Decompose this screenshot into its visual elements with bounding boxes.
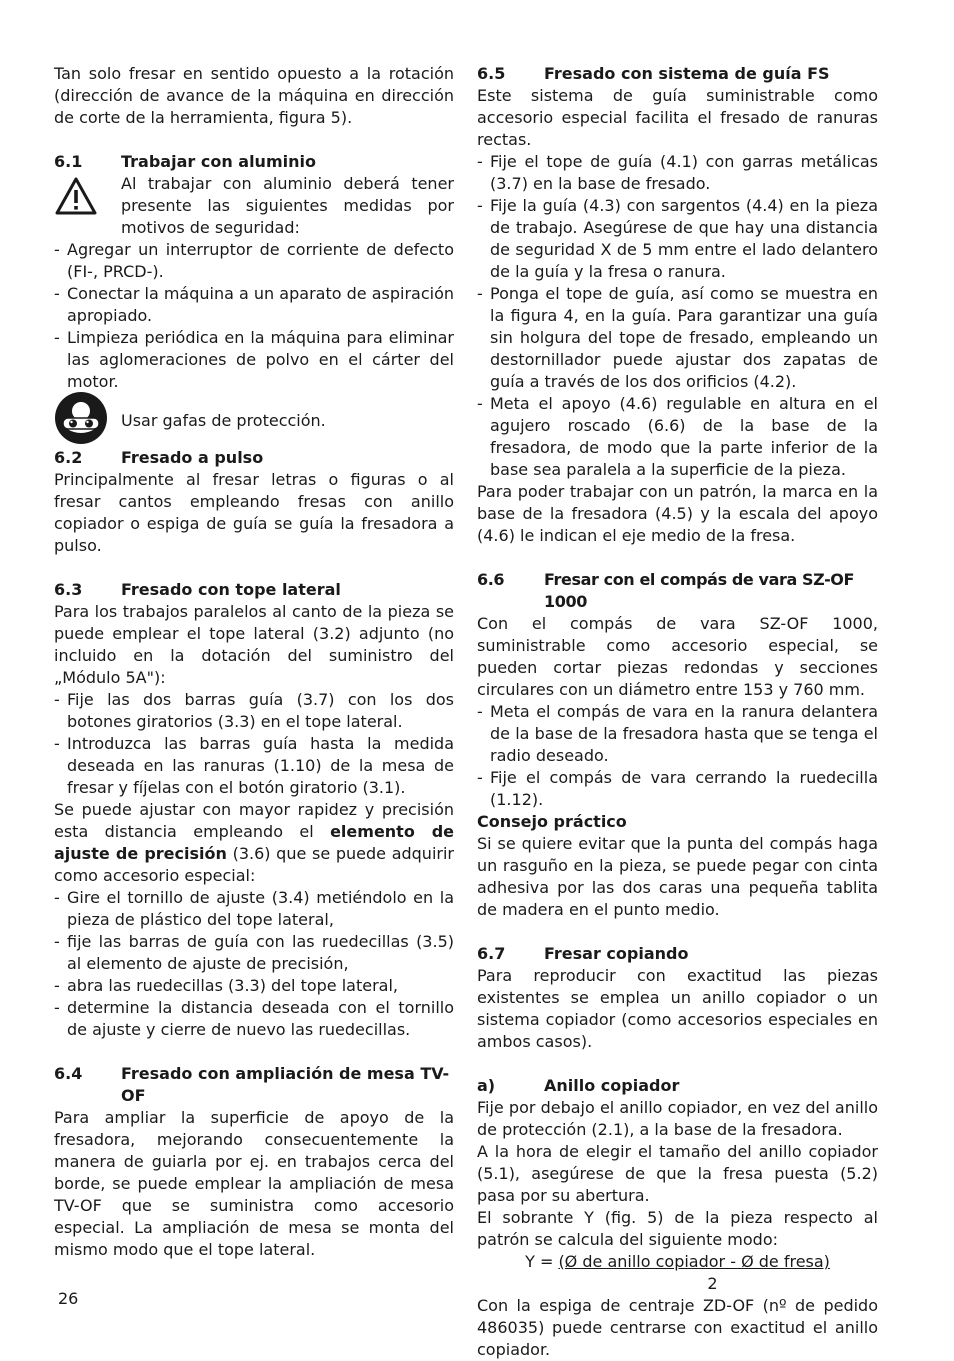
goggles-block [54,395,454,447]
section-number: 6.1 [54,152,83,171]
section-number: 6.4 [54,1064,83,1083]
fine-adjust-term: elemento de ajuste de precisión [54,822,454,863]
section-6-7-heading [477,943,878,965]
section-a-heading [477,1075,878,1097]
section-6-7-text: Para reproducir con exactitud las piezas existentes se emplea un anillo copiador o un sistema copiador (como accesorios especiales en ambos casos). [477,966,878,1051]
section-6-4-text: Para ampliar la superficie de apoyo de la fresadora, mejorando consecuentemente la manera de guiarla por ej. en trabajos cerca del borde, se puede emplear la ampliación de mesa TV-OF que se suministra como accesorio especial. La ampliación de mesa se monta del mismo modo que el tope lateral. [54,1108,454,1259]
section-6-4-heading [54,1063,454,1107]
list-item: - Fije el compás de vara cerrando la ruedecilla (1.12). [477,767,878,811]
list-item: - Gire el tornillo de ajuste (3.4) metiéndolo en la pieza de plástico del tope lateral, [54,887,454,931]
formula-lhs: Y = [525,1252,559,1271]
section-number: 6.3 [54,580,83,599]
right-column [477,63,878,1361]
formula-denominator: 2 [707,1274,718,1293]
list-item: - Fije el tope de guía (4.1) con garras metálicas (3.7) en la base de fresado. [477,151,878,195]
guide-system-steps-list [477,151,878,481]
section-number: a) [477,1076,496,1095]
aluminium-measures-list [54,239,454,393]
section-title: Fresado con sistema de guía FS [544,64,830,83]
section-number: 6.5 [477,64,506,83]
list-item: - Fije la guía (4.3) con sargentos (4.4) en la pieza de trabajo. Asegúrese de que hay una distancia de seguridad X de 5 mm entre el lado delantero de la guía y la fresa o ranura. [477,195,878,283]
overhang-formula [477,1251,878,1273]
list-item: - Agregar un interruptor de corriente de defecto (FI-, PRCD-). [54,239,454,283]
section-title: Fresado con tope lateral [121,580,341,599]
copy-ring-paragraph-2: A la hora de elegir el tamaño del anillo copiador (5.1), asegúrese de que la fresa puesta (5.2) pasa por su abertura. [477,1142,878,1205]
section-number: 6.2 [54,448,83,467]
section-6-6-heading [477,569,878,613]
section-title: Fresado a pulso [121,448,264,467]
goggles-text: Usar gafas de protección. [121,411,326,430]
section-6-3-heading [54,579,454,601]
formula-numerator: (Ø de anillo copiador - Ø de fresa) [558,1252,830,1271]
tip-text: Si se quiere evitar que la punta del compás haga un rasguño en la pieza, se puede pegar con cinta adhesiva por las dos caras una pequeña tablita de madera en el punto medio. [477,834,878,919]
section-6-2-text: Principalmente al fresar letras o figuras o al fresar cantos empleando fresas con anillo copiador o espiga de guía se guía la fresadora a pulso. [54,470,454,555]
page-number: 26 [58,1289,79,1308]
side-stop-steps-list [54,689,454,799]
list-item: - determine la distancia deseada con el tornillo de ajuste y cierre de nuevo las ruedecillas. [54,997,454,1041]
trammel-steps-list [477,701,878,811]
section-6-3-text: Para los trabajos paralelos al canto de la pieza se puede emplear el tope lateral (3.2) adjunto (no incluido en la dotación del suministro del „Módulo 5A"): [54,602,454,687]
section-6-2-heading [54,447,454,469]
copy-ring-paragraph-4: Con la espiga de centraje ZD-OF (nº de pedido 486035) puede centrarse con exactitud el anillo copiador. [477,1296,878,1359]
section-title: Fresar con el compás de vara SZ-OF 1000 [544,570,855,611]
left-column [54,63,454,1261]
section-6-5-text2: Para poder trabajar con un patrón, la marca en la base de la fresadora (4.5) y la escala del apoyo (4.6) le indican el eje medio de la fresa. [477,482,878,545]
list-item: - fije las barras de guía con las ruedecillas (3.5) al elemento de ajuste de precisión, [54,931,454,975]
copy-ring-paragraph-1: Fije por debajo el anillo copiador, en vez del anillo de protección (2.1), a la base de la fresadora. [477,1098,878,1139]
intro-paragraph: Tan solo fresar en sentido opuesto a la rotación (dirección de avance de la máquina en dirección de corte de la herramienta, figura 5). [54,64,454,127]
list-item: - Introduzca las barras guía hasta la medida deseada en las ranuras (1.10) de la mesa de fresar y fíjelas con el botón giratorio (3.1). [54,733,454,799]
section-title: Trabajar con aluminio [121,152,316,171]
list-item: - Ponga el tope de guía, así como se muestra en la figura 4, en la guía. Para garantizar una guía sin holgura del tope de fresado, empleando un destornillador puede ajustar dos zapatas de guía a través de los dos orificios (4.2). [477,283,878,393]
section-title: Fresar copiando [544,944,689,963]
section-6-1-heading [54,151,454,173]
section-title: Anillo copiador [544,1076,680,1095]
tip-title: Consejo práctico [477,812,627,831]
fine-adjust-steps-list [54,887,454,1041]
list-item: - Conectar la máquina a un aparato de aspiración apropiado. [54,283,454,327]
list-item: - abra las ruedecillas (3.3) del tope lateral, [54,975,454,997]
section-number: 6.7 [477,944,506,963]
copy-ring-paragraph-3: El sobrante Y (fig. 5) de la pieza respecto al patrón se calcula del siguiente modo: [477,1208,878,1249]
list-item: - Meta el compás de vara en la ranura delantera de la base de la fresadora hasta que se tenga el radio deseado. [477,701,878,767]
warning-triangle-icon [54,176,98,216]
safety-goggles-icon [54,391,108,445]
section-6-5-text: Este sistema de guía suministrable como accesorio especial facilita el fresado de ranuras rectas. [477,86,878,149]
warning-text: Al trabajar con aluminio deberá tener presente las siguientes medidas por motivos de seguridad: [121,174,454,237]
section-6-6-text: Con el compás de vara SZ-OF 1000, suministrable como accesorio especial, se pueden cortar piezas redondas y secciones circulares con un diámetro entre 153 y 760 mm. [477,614,878,699]
section-title: Fresado con ampliación de mesa TV-OF [121,1064,450,1105]
list-item: - Limpieza periódica en la máquina para eliminar las aglomeraciones de polvo en el cárter del motor. [54,327,454,393]
warning-block [54,173,454,239]
list-item: - Meta el apoyo (4.6) regulable en altura en el agujero roscado (6.6) de la base de la fresadora, de modo que la parte inferior de la base sea paralela a la superficie de la pieza. [477,393,878,481]
section-number: 6.6 [477,570,505,589]
fine-adjust-paragraph: Se puede ajustar con mayor rapidez y precisión esta distancia empleando el elemento de ajuste de precisión (3.6) que se puede adquirir como accesorio especial: [54,800,454,885]
list-item: - Fije las dos barras guía (3.7) con los dos botones giratorios (3.3) en el tope lateral. [54,689,454,733]
section-6-5-heading [477,63,878,85]
